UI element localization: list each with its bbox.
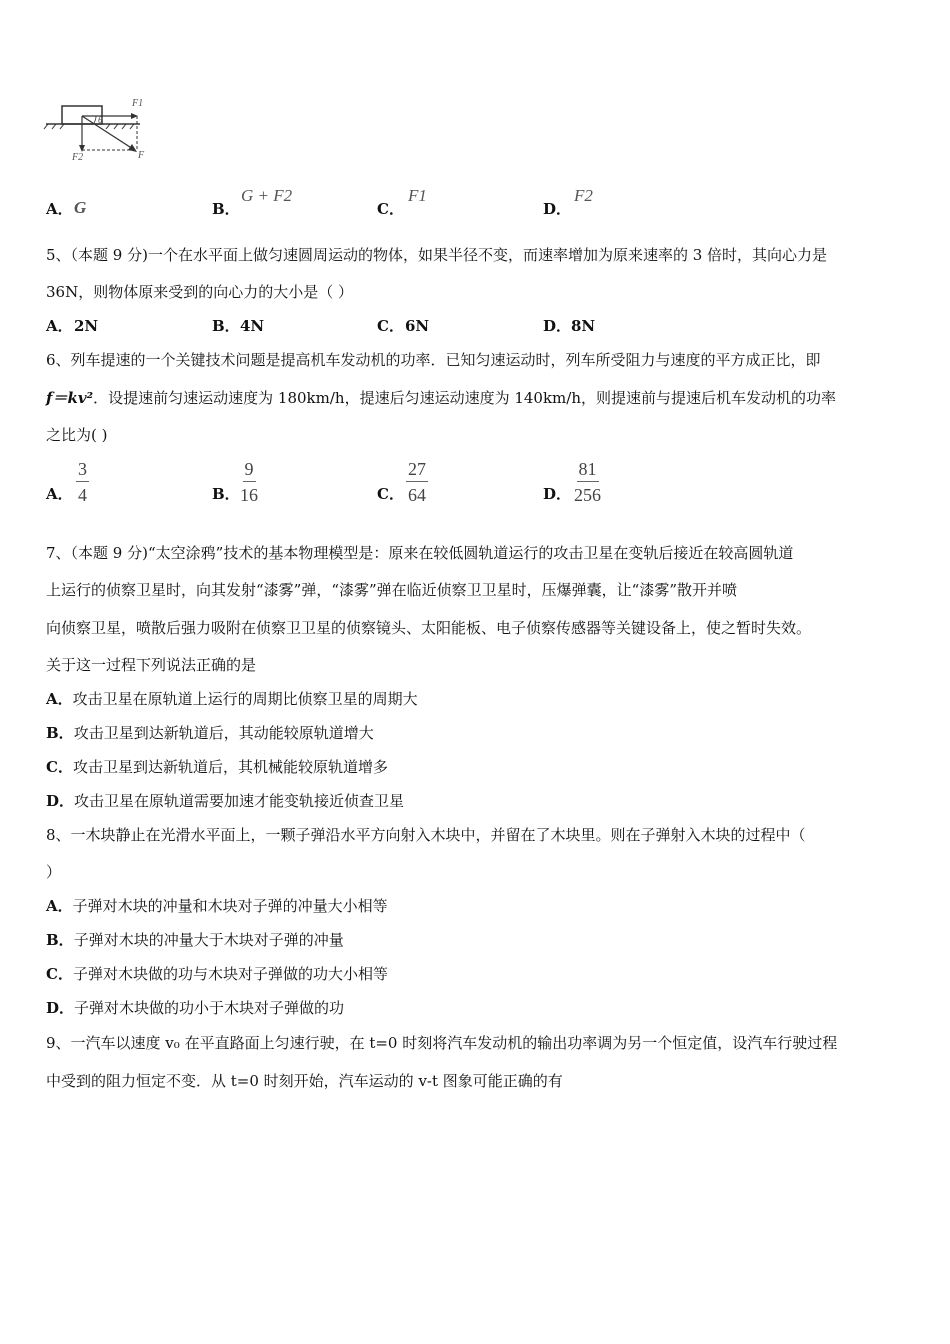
q7-option-a-label: A． [46,690,73,708]
q7-option-a-text: 攻击卫星在原轨道上运行的周期比侦察卫星的周期大 [72,690,418,708]
q7-option-b-text: 攻击卫星到达新轨道后，其动能较原轨道增大 [73,724,374,742]
q6-option-c-fraction [406,458,428,506]
q7-line-2: 上运行的侦察卫星时，向其发射“漆雾”弹，“漆雾”弹在临近侦察卫卫星时，压爆弹囊，让“漆雾”散开并喷 [46,581,738,599]
q8-option-a [46,896,388,916]
q8-option-c-text: 子弹对木块做的功与木块对子弹做的功大小相等 [72,965,388,983]
q7-option-d [46,791,404,811]
q4-option-c-formula: F1 [408,186,427,205]
q8-option-b [46,930,344,950]
q8-option-b-text: 子弹对木块的冲量大于木块对子弹的冲量 [73,931,344,949]
q9-line-2: 中受到的阻力恒定不变．从 t=0 时刻开始，汽车运动的 v-t 图象可能正确的有 [46,1072,563,1090]
q6-option-b-label: B． [212,485,240,503]
q6-option-c-numerator: 27 [406,458,428,482]
q6-option-a-numerator: 3 [76,458,89,482]
q8-line-2: ） [46,863,62,881]
q5-option-c-label: C． [377,317,404,335]
theta-label: θ [98,115,103,125]
q6-line-2-rest: ．设提速前匀速运动速度为 180km/h，提速后匀速运动速度为 140km/h，则提速前与提速后机车发动机的功率 [93,389,836,407]
q8-line-1: 8、一木块静止在光滑水平面上，一颗子弹沿水平方向射入木块中，并留在了木块里。则在子弹射入木块的过程中（ [46,826,806,844]
q9-line-1: 9、一汽车以速度 v₀ 在平直路面上匀速行驶，在 t=0 时刻将汽车发动机的输出功率调为另一个恒定值，设汽车行驶过程 [46,1034,838,1052]
q7-line-3: 向侦察卫星，喷散后强力吸附在侦察卫卫星的侦察镜头、太阳能板、电子侦察传感器等关键设备上，使之暂时失效。 [46,619,812,637]
q6-option-c-denominator: 64 [408,485,426,505]
q7-option-c [46,757,388,777]
q8-option-d-text: 子弹对木块做的功小于木块对子弹做的功 [74,999,345,1017]
q5-option-d-label: D． [543,317,572,335]
q6-option-b-numerator: 9 [243,458,256,482]
q5-line-2: 36N，则物体原来受到的向心力的大小是（ ） [46,283,353,301]
q6-option-d-numerator: 81 [577,458,599,482]
q6-option-a-label: A． [46,485,73,503]
q6-option-c-label: C． [377,485,404,503]
q6-option-a-fraction [76,458,89,506]
q8-option-a-label: A． [46,897,73,915]
q7-option-c-label: C． [46,758,73,776]
q6-line-1: 6、列车提速的一个关键技术问题是提高机车发动机的功率．已知匀速运动时，列车所受阻力与速度的平方成正比，即 [46,351,821,369]
q6-line-2 [46,388,836,408]
f-label: F [138,150,145,161]
q4-option-c-label: C． [377,200,404,218]
q6-option-a-denominator: 4 [78,485,87,505]
f2-label: F2 [72,152,84,163]
q7-option-a [46,689,418,709]
q8-option-a-text: 子弹对木块的冲量和木块对子弹的冲量大小相等 [72,897,388,915]
q5-option-d-text: 8N [571,317,596,335]
q6-option-d-denominator: 256 [574,485,601,505]
q8-option-d [46,998,344,1018]
q4-option-b-formula: G + F2 [241,186,293,205]
q7-option-b [46,723,374,743]
q5-line-1: 5、（本题 9 分)一个在水平面上做匀速圆周运动的物体，如果半径不变，而速率增加为原来速率的 3 倍时，其向心力是 [46,246,828,264]
q4-option-d-label: D． [543,200,572,218]
q4-option-b-label: B． [212,200,240,218]
q4-option-a-label: A． [46,200,73,218]
q7-line-1: 7、（本题 9 分)“太空涂鸦”技术的基本物理模型是：原来在较低圆轨道运行的攻击卫星在变轨后接近在较高圆轨道 [46,544,794,562]
q5-option-a-label: A． [46,317,73,335]
q4-option-a-formula: G [74,198,87,217]
q6-line-3: 之比为( ) [46,426,108,444]
q7-option-d-text: 攻击卫星在原轨道需要加速才能变轨接近侦查卫星 [74,792,405,810]
q4-option-d-formula: F2 [574,186,593,205]
q5-option-c-text: 6N [405,317,430,335]
q7-option-d-label: D． [46,792,75,810]
q7-option-b-label: B． [46,724,74,742]
f1-label: F1 [132,98,144,109]
q7-line-4: 关于这一过程下列说法正确的是 [46,656,257,674]
q6-option-d-label: D． [543,485,572,503]
q8-option-c [46,964,388,984]
q8-option-d-label: D． [46,999,75,1017]
q7-option-c-text: 攻击卫星到达新轨道后，其机械能较原轨道增多 [72,758,388,776]
q8-option-c-label: C． [46,965,73,983]
q5-option-b-label: B． [212,317,240,335]
q5-option-a-text: 2N [74,317,99,335]
q5-option-b-text: 4N [240,317,265,335]
q6-option-b-fraction [240,458,258,506]
force-diagram [40,96,160,172]
q8-option-b-label: B． [46,931,74,949]
q6-option-d-fraction [574,458,601,506]
q6-option-b-denominator: 16 [240,485,258,505]
q6-formula: f＝kv² [46,389,94,407]
